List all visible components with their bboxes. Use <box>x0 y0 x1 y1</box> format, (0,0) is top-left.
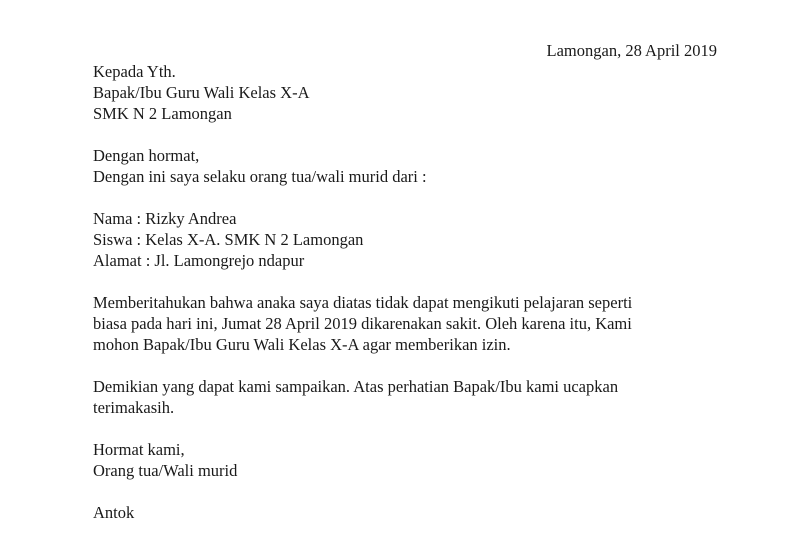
closing-block <box>93 439 713 481</box>
spacer <box>93 355 713 376</box>
recipient-block <box>93 61 713 124</box>
closing-line: Hormat kami, <box>93 440 185 459</box>
paragraph-closing-remark <box>93 376 713 418</box>
signature-block <box>93 502 713 523</box>
letter-body <box>93 61 713 523</box>
spacer <box>93 187 713 208</box>
student-address: Alamat : Jl. Lamongrejo ndapur <box>93 251 305 270</box>
recipient-line: Kepada Yth. <box>93 62 176 81</box>
recipient-line: Bapak/Ibu Guru Wali Kelas X-A <box>93 83 310 102</box>
paragraph-line: mohon Bapak/Ibu Guru Wali Kelas X-A agar memberikan izin. <box>93 335 511 354</box>
greeting-block <box>93 145 713 187</box>
signature-name: Antok <box>93 503 135 522</box>
letter-date: Lamongan, 28 April 2019 <box>546 41 717 60</box>
recipient-line: SMK N 2 Lamongan <box>93 104 232 123</box>
spacer <box>93 418 713 439</box>
closing-line: Orang tua/Wali murid <box>93 461 238 480</box>
student-class: Siswa : Kelas X-A. SMK N 2 Lamongan <box>93 230 364 249</box>
student-info-block <box>93 208 713 271</box>
paragraph-line: Demikian yang dapat kami sampaikan. Atas perhatian Bapak/Ibu kami ucapkan <box>93 377 619 396</box>
spacer <box>93 481 713 502</box>
paragraph-line: terimakasih. <box>93 398 175 417</box>
spacer <box>93 271 713 292</box>
greeting-line: Dengan hormat, <box>93 146 200 165</box>
paragraph-line: biasa pada hari ini, Jumat 28 April 2019 dikarenakan sakit. Oleh karena itu, Kami <box>93 314 632 333</box>
paragraph-line: Memberitahukan bahwa anaka saya diatas tidak dapat mengikuti pelajaran seperti <box>93 293 633 312</box>
student-name: Nama : Rizky Andrea <box>93 209 237 228</box>
paragraph-notice <box>93 292 713 355</box>
greeting-line: Dengan ini saya selaku orang tua/wali murid dari : <box>93 167 427 186</box>
spacer <box>93 124 713 145</box>
